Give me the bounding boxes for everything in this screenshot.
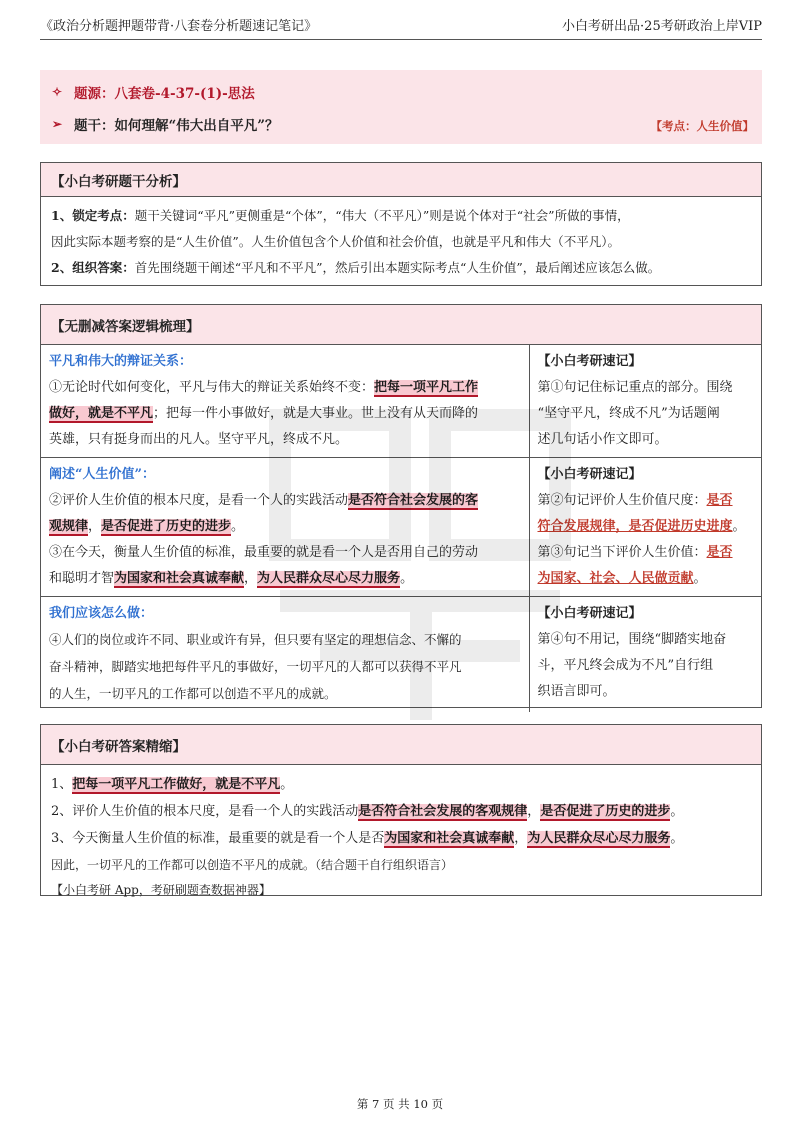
answer-text: 。 [231,519,245,534]
summary-line: 因此，一切平凡的工作都可以创造不平凡的成就。（结合题干自行组织语言） [51,858,454,872]
answer-text: ， [244,571,258,586]
section-subtitle: 阐述“人生价值”： [49,467,155,482]
highlight-text: 是否促进了历史的进步 [540,804,671,819]
source-line [52,82,255,102]
note-highlight: 是否 [706,493,733,508]
exam-point-tag: 【考点：人生价值】 [650,119,754,133]
note-text: 。 [732,519,746,534]
highlight-text: 是否符合社会发展的客观规律 [358,804,528,819]
highlight-text: 把每一项平凡工作做好，就是不平凡 [72,777,281,792]
summary-text: ， [514,831,528,846]
question-line [52,114,279,134]
analysis-text: 因此实际本题考察的是“人生价值”。人生价值包含个人价值和社会价值，也就是平凡和伟大（不平凡）。 [51,234,621,249]
highlight-text: 为国家和社会真诚奉献 [384,831,515,846]
highlight-text: 为国家和社会真诚奉献 [114,571,245,586]
note-title: 【小白考研速记】 [537,606,642,621]
note-cell [529,597,761,713]
answer-text: ④人们的岗位或许不同、职业或许有异，但只要有坚定的理想信念、不懈的 [49,632,462,647]
summary-text: 。 [280,777,294,792]
analysis-label: 2、组织答案： [51,260,135,275]
logic-row [41,458,761,597]
question-source-box [40,70,762,144]
summary-line [51,798,751,825]
note-cell [529,458,761,597]
section-subtitle: 我们应该怎么做： [49,606,154,621]
note-title: 【小白考研速记】 [537,467,642,482]
page-header [40,10,762,40]
summary-text: 。 [670,831,684,846]
highlight-text: 做好，就是不平凡 [49,406,154,421]
question-text: 题干：如何理解“伟大出自平凡”？ [74,118,279,134]
note-highlight: 是否 [706,545,733,560]
highlight-text: 观规律 [49,519,89,534]
section-subtitle: 平凡和伟大的辩证关系： [49,354,193,369]
note-text: “坚守平凡，终成不凡”为话题阐 [537,406,720,421]
highlight-text: 为人民群众尽心尽力服务 [527,831,671,846]
source-text: 题源：八套卷-4-37-(1)-思法 [74,86,255,102]
note-text: 述几句话小作文即可。 [537,432,668,447]
summary-title: 【小白考研答案精缩】 [41,725,761,765]
note-title: 【小白考研速记】 [537,354,642,369]
highlight-text: 把每一项平凡工作 [374,380,479,395]
logic-title: 【无删减答案逻辑梳理】 [41,305,761,345]
summary-line [51,771,751,798]
answer-text: ；把每一件小事做好，就是大事业。世上没有从天而降的 [153,406,479,421]
logic-row [41,597,761,713]
note-text: 第①句记住标记重点的部分。围绕 [537,380,733,395]
sparkle-icon: ✧ [52,85,63,99]
highlight-text: 是否符合社会发展的客 [348,493,479,508]
answer-text: 。 [400,571,414,586]
answer-text: 和聪明才智 [49,571,115,586]
logic-box [40,304,762,708]
analysis-box [40,162,762,286]
answer-text: 英雄，只有挺身而出的凡人。坚守平凡，终成不凡。 [49,432,349,447]
highlight-text: 是否促进了历史的进步 [101,519,232,534]
note-text: 第③句记当下评价人生价值： [537,545,707,560]
summary-text: 。 [670,804,684,819]
answer-text: 奋斗精神，脚踏实地把每件平凡的事做好，一切平凡的人都可以获得不平凡 [49,659,462,674]
answer-cell [41,597,529,713]
answer-cell [41,458,529,597]
arrow-bullet-icon: ➢ [52,117,63,131]
note-text: 斗，平凡终会成为不凡”自行组 [537,658,714,673]
analysis-line [51,203,751,229]
summary-text: 2、评价人生价值的根本尺度，是看一个人的实践活动 [51,804,359,819]
answer-text: ， [88,519,102,534]
summary-text: 1、 [51,777,73,792]
answer-text: ③在今天，衡量人生价值的标准，最重要的就是看一个人是否用自己的劳动 [49,545,479,560]
note-text: 第④句不用记，围绕“脚踏实地奋 [537,632,727,647]
note-text: 织语言即可。 [537,684,616,699]
analysis-title: 【小白考研题干分析】 [41,163,761,197]
note-highlight: 为国家、社会、人民做贡献 [537,571,694,586]
logic-row [41,345,761,458]
analysis-text: 首先围绕题干阐述“平凡和不平凡”，然后引出本题实际考点“人生价值”，最后阐述应该怎么做。 [134,260,661,275]
answer-text: ①无论时代如何变化，平凡与伟大的辩证关系始终不变： [49,380,375,395]
analysis-line [51,229,751,255]
highlight-text: 为人民群众尽心尽力服务 [257,571,401,586]
doc-brand: 小白考研出品·25考研政治上岸VIP [562,19,762,34]
summary-text: ， [527,804,541,819]
answer-cell [41,345,529,458]
analysis-line [51,255,751,281]
summary-body [41,765,761,907]
page-footer: 第 7 页 共 10 页 [356,1097,444,1111]
note-text: 。 [693,571,707,586]
doc-title: 《政治分析题押题带背·八套卷分析题速记笔记》 [40,19,318,34]
answer-text: ②评价人生价值的根本尺度，是看一个人的实践活动 [49,493,349,508]
note-text: 第②句记评价人生价值尺度： [537,493,707,508]
note-highlight: 符合发展规律，是否促进历史进度 [537,519,733,534]
summary-line [51,825,751,852]
note-cell [529,345,761,458]
analysis-body [41,197,761,287]
app-promo: 【小白考研 App，考研刷题查数据神器】 [51,883,271,897]
answer-text: 的人生，一切平凡的工作都可以创造不平凡的成就。 [49,686,337,701]
summary-box [40,724,762,896]
analysis-label: 1、锁定考点： [51,208,135,223]
summary-text: 3、今天衡量人生价值的标准，最重要的就是看一个人是否 [51,831,385,846]
logic-table [41,345,761,712]
analysis-text: 题干关键词“平凡”更侧重是“个体”，“伟大（不平凡）”则是说个体对于“社会”所做的事情， [134,208,630,223]
